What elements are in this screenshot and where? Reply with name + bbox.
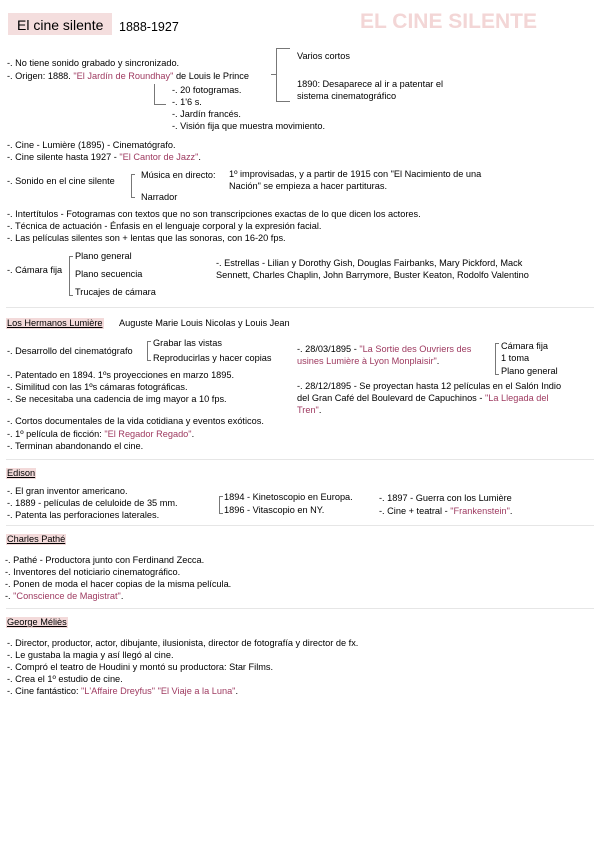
pathe-line-3: -. Ponen de moda el hacer copias de la misma película. [5, 579, 232, 589]
varios-cortos: Varios cortos [297, 51, 350, 61]
sortie-feature-2: 1 toma [501, 353, 530, 363]
edison-teatral: -. Cine + teatral - "Frankenstein". [379, 506, 513, 516]
bracket-tick [276, 48, 290, 49]
sortie-feature-1: Cámara fija [501, 341, 548, 351]
melies-line-1: -. Director, productor, actor, dibujante, ilusionista, director de fotografía y director de fx. [7, 638, 359, 648]
divider [6, 525, 594, 526]
estrellas-line-2: Sennett, Charles Chaplin, John Barrymore, Buster Keaton, Rodolfo Valentino [216, 270, 529, 280]
tecnica-line-3: -. Las películas silentes son + lentas que las sonoras, con 16-20 fps. [7, 233, 286, 243]
sortie-brace [495, 343, 499, 375]
bracket-tick [271, 74, 276, 75]
section-heading-lumiere: Los Hermanos Lumière [7, 318, 103, 328]
sonido-narrador: Narrador [141, 192, 178, 202]
sortie-line-2: usines Lumière à Lyon Monplaisir". [297, 356, 440, 366]
melies-line-4: -. Crea el 1º estudio de cine. [7, 674, 123, 684]
desarrollo-2: Reproducirlas y hacer copias [153, 353, 272, 363]
lumiere-patent-1: -. Patentado en 1894. 1ºs proyecciones en marzo 1895. [7, 370, 235, 380]
sortie-feature-3: Plano general [501, 366, 558, 376]
lumiere-patent-3: -. Se necesitaba una cadencia de img mayor a 10 fps. [7, 394, 227, 404]
estrellas-line-1: -. Estrellas - Lilian y Dorothy Gish, Douglas Fairbanks, Mary Pickford, Mack [216, 258, 523, 268]
page-title: El cine silente [17, 17, 104, 33]
tren-line-3: Tren". [297, 405, 322, 415]
lumiere-cortos-1: -. Cortos documentales de la vida cotidiana y eventos exóticos. [7, 416, 264, 426]
kinetoscopio: 1894 - Kinetoscopio en Europa. [224, 492, 353, 502]
features-bracket [154, 84, 155, 104]
intro-line-1: -. No tiene sonido grabado y sincronizado. [7, 58, 180, 68]
desarrollo-1: Grabar las vistas [153, 338, 222, 348]
feature-4: -. Visión fija que muestra movimiento. [172, 121, 326, 131]
patent-line-2: sistema cinematográfico [297, 91, 397, 101]
bracket-tick [276, 101, 290, 102]
cine-line-1: -. Cine - Lumière (1895) - Cinematógrafo. [7, 140, 176, 150]
edison-line-1: -. El gran inventor americano. [7, 486, 128, 496]
tren-line-1: -. 28/12/1895 - Se proyectan hasta 12 películas en el Salón Indio [297, 381, 562, 391]
feature-2: -. 1'6 s. [172, 97, 202, 107]
sonido-brace [131, 174, 135, 198]
camara-option-2: Plano secuencia [75, 269, 143, 279]
feature-1: -. 20 fotogramas. [172, 85, 242, 95]
sonido-musica-desc-1: 1º improvisadas, y a partir de 1915 con "El Nacimiento de una [229, 169, 482, 179]
camara-option-1: Plano general [75, 251, 132, 261]
divider [6, 459, 594, 460]
pathe-line-4: -. "Conscience de Magistrat". [5, 591, 124, 601]
section-heading-edison: Edison [7, 468, 36, 478]
tecnica-line-2: -. Técnica de actuación - Énfasis en el lenguaje corporal y la expresión facial. [7, 221, 322, 231]
camara-label: -. Cámara fija [7, 265, 63, 275]
vitascopio: 1896 - Vitascopio en NY. [224, 505, 325, 515]
feature-3: -. Jardín francés. [172, 109, 241, 119]
lumiere-names: Auguste Marie Louis Nicolas y Louis Jean [119, 318, 290, 328]
divider [6, 608, 594, 609]
edison-guerra: -. 1897 - Guerra con los Lumière [379, 493, 512, 503]
page-years: 1888-1927 [119, 20, 179, 34]
lumiere-patent-2: -. Similitud con las 1ºs cámaras fotográficas. [7, 382, 188, 392]
pathe-line-1: -. Pathé - Productora junto con Ferdinand Zecca. [5, 555, 205, 565]
melies-line-3: -. Compró el teatro de Houdini y montó su productora: Star Films. [7, 662, 274, 672]
tecnica-line-1: -. Intertítulos - Fotogramas con textos que no son transcripciones exactas de lo que dicen los actores. [7, 209, 421, 219]
edison-brace [219, 496, 223, 514]
bracket-tick [154, 104, 166, 105]
sonido-musica: Música en directo: [141, 170, 216, 180]
tren-line-2: del Gran Café del Boulevard de Capuchinos - "La Llegada del [297, 393, 549, 403]
section-heading-melies: George Méliès [7, 617, 67, 627]
divider [6, 307, 594, 308]
cine-line-2: -. Cine silente hasta 1927 - "El Cantor de Jazz". [7, 152, 201, 162]
desarrollo-brace [147, 341, 151, 361]
origin-bracket [276, 48, 277, 101]
pathe-line-2: -. Inventores del noticiario cinematográfico. [5, 567, 181, 577]
melies-line-5: -. Cine fantástico: "L'Affaire Dreyfus" "El Viaje a la Luna". [7, 686, 239, 696]
sonido-musica-desc-2: Nación" se empieza a hacer partituras. [229, 181, 387, 191]
melies-line-2: -. Le gustaba la magia y así llegó al cine. [7, 650, 174, 660]
lumiere-desarrollo: -. Desarrollo del cinematógrafo [7, 346, 133, 356]
lumiere-cortos-2: -. 1º película de ficción: "El Regador Regado". [7, 429, 195, 439]
section-heading-pathe: Charles Pathé [7, 534, 66, 544]
camara-option-3: Trucajes de cámara [75, 287, 156, 297]
edison-line-3: -. Patenta las perforaciones laterales. [7, 510, 160, 520]
camara-brace [69, 256, 73, 296]
sortie-line-1: -. 28/03/1895 - "La Sortie des Ouvriers des [297, 344, 472, 354]
intro-line-2: -. Origen: 1888. "El Jardín de Roundhay" de Louis le Prince [7, 71, 249, 81]
patent-line-1: 1890: Desaparece al ir a patentar el [297, 79, 444, 89]
watermark-title: EL CINE SILENTE [360, 10, 537, 33]
edison-line-2: -. 1889 - películas de celuloide de 35 mm. [7, 498, 178, 508]
sonido-label: -. Sonido en el cine silente [7, 176, 115, 186]
lumiere-cortos-3: -. Terminan abandonando el cine. [7, 441, 144, 451]
